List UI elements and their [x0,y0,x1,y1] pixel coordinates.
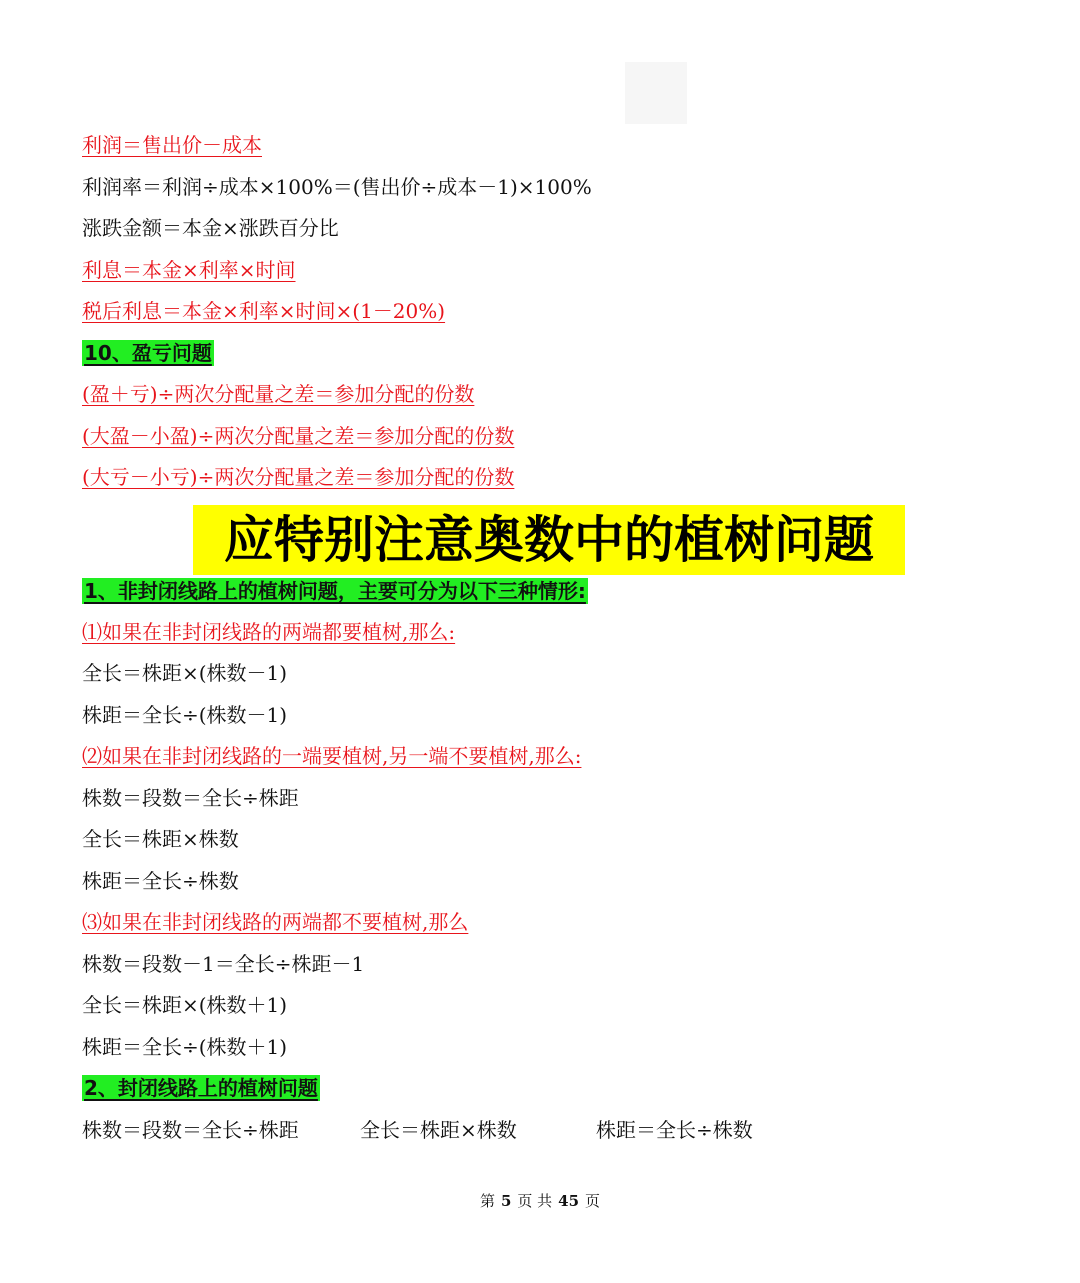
banner-title: 应特别注意奥数中的植树问题 [193,505,905,575]
footer-page-number: 5 [500,1192,512,1210]
footer-suffix: 页 [585,1192,601,1210]
case-2-formula-spacing: 株距＝全长÷株数 [82,869,239,893]
formula-after-tax-interest: 税后利息＝本金×利率×时间×(1－20%) [82,299,446,323]
faint-watermark-block [625,62,687,124]
closed-formula-count: 株数＝段数＝全长÷株距 [82,1118,299,1142]
case-3-formula-length: 全长＝株距×(株数＋1) [82,993,288,1017]
section-heading-closed-line: 2、封闭线路上的植树问题 [84,1076,318,1100]
case-2-formula-length: 全长＝株距×株数 [82,827,239,851]
page-footer [0,1191,1080,1211]
formula-interest: 利息＝本金×利率×时间 [82,258,296,282]
footer-prefix: 第 [479,1192,495,1210]
closed-formula-spacing: 株距＝全长÷株数 [596,1118,753,1142]
footer-mid: 页 共 [517,1192,553,1210]
case-3-formula-count: 株数＝段数－1＝全长÷株距－1 [82,952,365,976]
case-3-formula-spacing: 株距＝全长÷(株数＋1) [82,1035,288,1059]
formula-profit-loss-3: (大亏－小亏)÷两次分配量之差＝参加分配的份数 [82,465,515,489]
case-3-heading: ⑶如果在非封闭线路的两端都不要植树,那么 [82,910,469,934]
case-1-formula-spacing: 株距＝全长÷(株数－1) [82,703,288,727]
formula-profit-rate: 利润率＝利润÷成本×100%＝(售出价÷成本－1)×100% [82,175,592,199]
case-1-formula-length: 全长＝株距×(株数－1) [82,661,288,685]
formula-profit: 利润＝售出价－成本 [82,133,262,157]
case-2-heading: ⑵如果在非封闭线路的一端要植树,另一端不要植树,那么: [82,744,582,768]
formula-profit-loss-1: (盈＋亏)÷两次分配量之差＝参加分配的份数 [82,382,475,406]
footer-total-pages: 45 [558,1192,580,1210]
closed-formula-length: 全长＝株距×株数 [360,1118,517,1142]
case-1-heading: ⑴如果在非封闭线路的两端都要植树,那么: [82,620,456,644]
section-heading-open-line: 1、非封闭线路上的植树问题，主要可分为以下三种情形: [84,579,586,603]
formula-price-change: 涨跌金额＝本金×涨跌百分比 [82,216,339,240]
formula-profit-loss-2: (大盈－小盈)÷两次分配量之差＝参加分配的份数 [82,424,515,448]
section-heading-profit-loss: 10、盈亏问题 [84,341,212,365]
case-2-formula-count: 株数＝段数＝全长÷株距 [82,786,299,810]
